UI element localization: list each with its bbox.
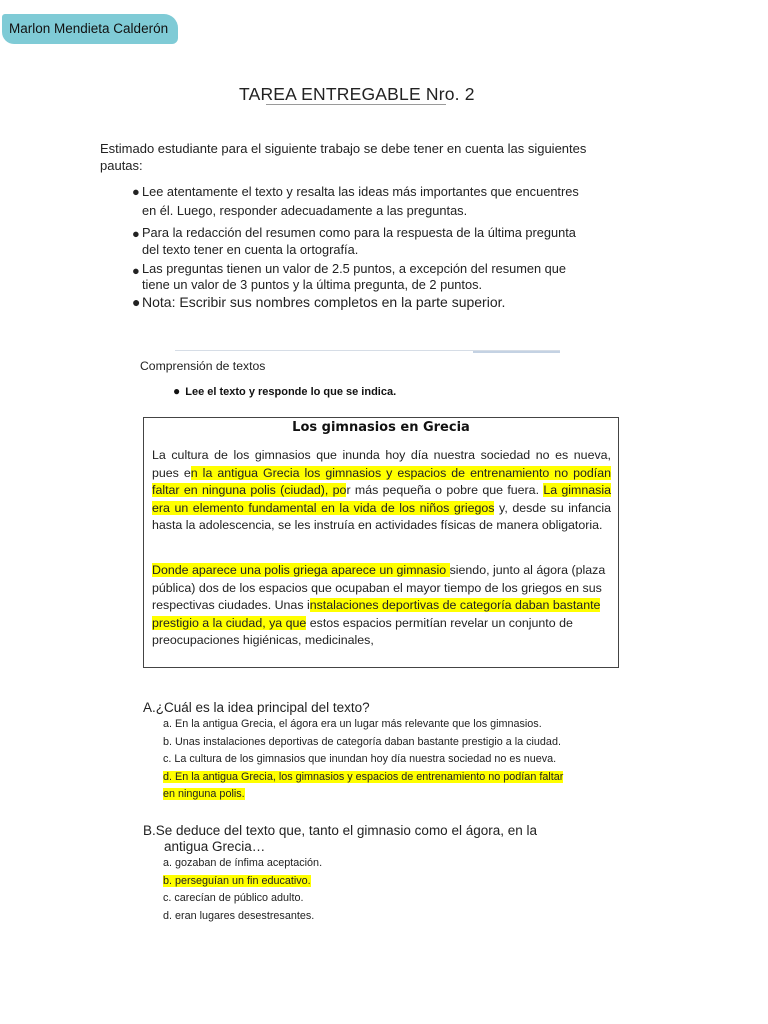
question-a-options [163,716,563,804]
answer-option [163,734,563,752]
guideline-item [134,293,505,312]
section-label: Comprensión de textos [140,359,266,373]
question-b-line: B.Se deduce del texto que, tanto el gimnasio como el ágora, en la [143,823,538,838]
student-name-tag: Marlon Mendieta Calderón [2,14,178,44]
guideline-line: en él. Luego, responder adecuadamente a las preguntas. [142,203,468,218]
text-run: r más pequeña o pobre que fuera. [346,483,544,497]
question-b-line: antigua Grecia… [164,839,266,854]
bullet-icon: ● [173,384,181,398]
answer-option-selected [163,786,563,804]
option-text: a. En la antigua Grecia, el ágora era un lugar más relevante que los gimnasios. [163,718,542,730]
question-b-options [163,855,322,925]
reading-paragraph [152,447,611,535]
answer-option [163,890,322,908]
reading-passage-box [143,417,619,668]
guideline-item [134,261,566,293]
text-run: La cultura de los gimnasios que inunda hoy día nuestra sociedad no es nueva, pues e [152,448,611,480]
guideline-note: Nota: Escribir sus nombres completos en la parte superior. [142,294,506,310]
answer-option [163,716,563,734]
bullet-icon: ● [132,184,140,199]
highlighted-text: nstalaciones deportivas de categoría daban bastante prestigio a la ciudad, ya que [152,598,601,630]
option-text: c. La cultura de los gimnasios que inundan hoy día nuestra sociedad no es nueva. [163,753,557,766]
answer-option [163,751,563,769]
option-text: a. gozaban de ínfima aceptación. [163,857,323,869]
question-a: A.¿Cuál es la idea principal del texto? [143,700,370,715]
highlighted-option-text: d. En la antigua Grecia, los gimnasios y espacios de entrenamiento no podían faltar [163,770,564,783]
title-underline [266,104,446,105]
option-text: b. Unas instalaciones deportivas de categoría daban bastante prestigio a la ciudad. [163,735,561,748]
highlighted-text: n la antigua Grecia los gimnasios y espacios de entrenamiento no podían faltar en ninguna polis (ciudad), po [152,465,611,497]
intro-text: Estimado estudiante para el siguiente trabajo se debe tener en cuenta las siguientes pautas: [100,141,587,173]
text-run: estos espacios permitían revelar un conjunto de preocupaciones higiénicas, medicinales, [152,615,573,647]
page-title: TAREA ENTREGABLE Nro. 2 [239,84,475,104]
question-b [143,823,603,855]
highlighted-text: Donde aparece una polis griega aparece un gimnasio [152,563,450,577]
bullet-icon: ● [132,226,140,241]
answer-option-selected [163,873,322,891]
answer-option-selected [163,769,563,787]
guideline-line: Las preguntas tienen un valor de 2.5 puntos, a excepción del resumen que [142,261,567,276]
highlighted-option-text: en ninguna polis. [163,788,245,801]
reading-title: Los gimnasios en Grecia [292,420,470,435]
guideline-item [134,224,576,258]
bullet-icon: ● [132,263,140,278]
guideline-line: tiene un valor de 3 puntos y la última pregunta, de 2 puntos. [142,277,483,292]
guideline-line: Para la redacción del resumen como para la respuesta de la última pregunta [142,225,576,240]
option-text: d. eran lugares desestresantes. [163,909,315,922]
answer-option [163,908,322,926]
option-text: c. carecían de público adulto. [163,892,304,905]
instruction [173,384,396,398]
text-run: siendo, junto al ágora (plaza pública) dos de los espacios que ocupaban el mayor tiempo de los griegos en sus respectivas ciudades. Unas i [152,563,606,612]
divider [473,351,560,353]
guideline-line: Lee atentamente el texto y resalta las ideas más importantes que encuentres [142,184,579,199]
text-run: y, desde su infancia hasta la adolescencia, se les instruía en actividades físicas de manera obligatoria. [152,500,611,532]
highlighted-option-text: b. perseguían un fin educativo. [163,874,311,887]
guideline-line: del texto tener en cuenta la ortografía. [142,242,359,257]
answer-option [163,855,322,873]
highlighted-text: La gimnasia era un elemento fundamental en la vida de los niños griegos [152,483,612,515]
guideline-item [134,182,579,220]
bullet-icon: ● [132,294,141,310]
reading-paragraph [152,562,611,650]
instruction-text: Lee el texto y responde lo que se indica. [185,386,397,398]
